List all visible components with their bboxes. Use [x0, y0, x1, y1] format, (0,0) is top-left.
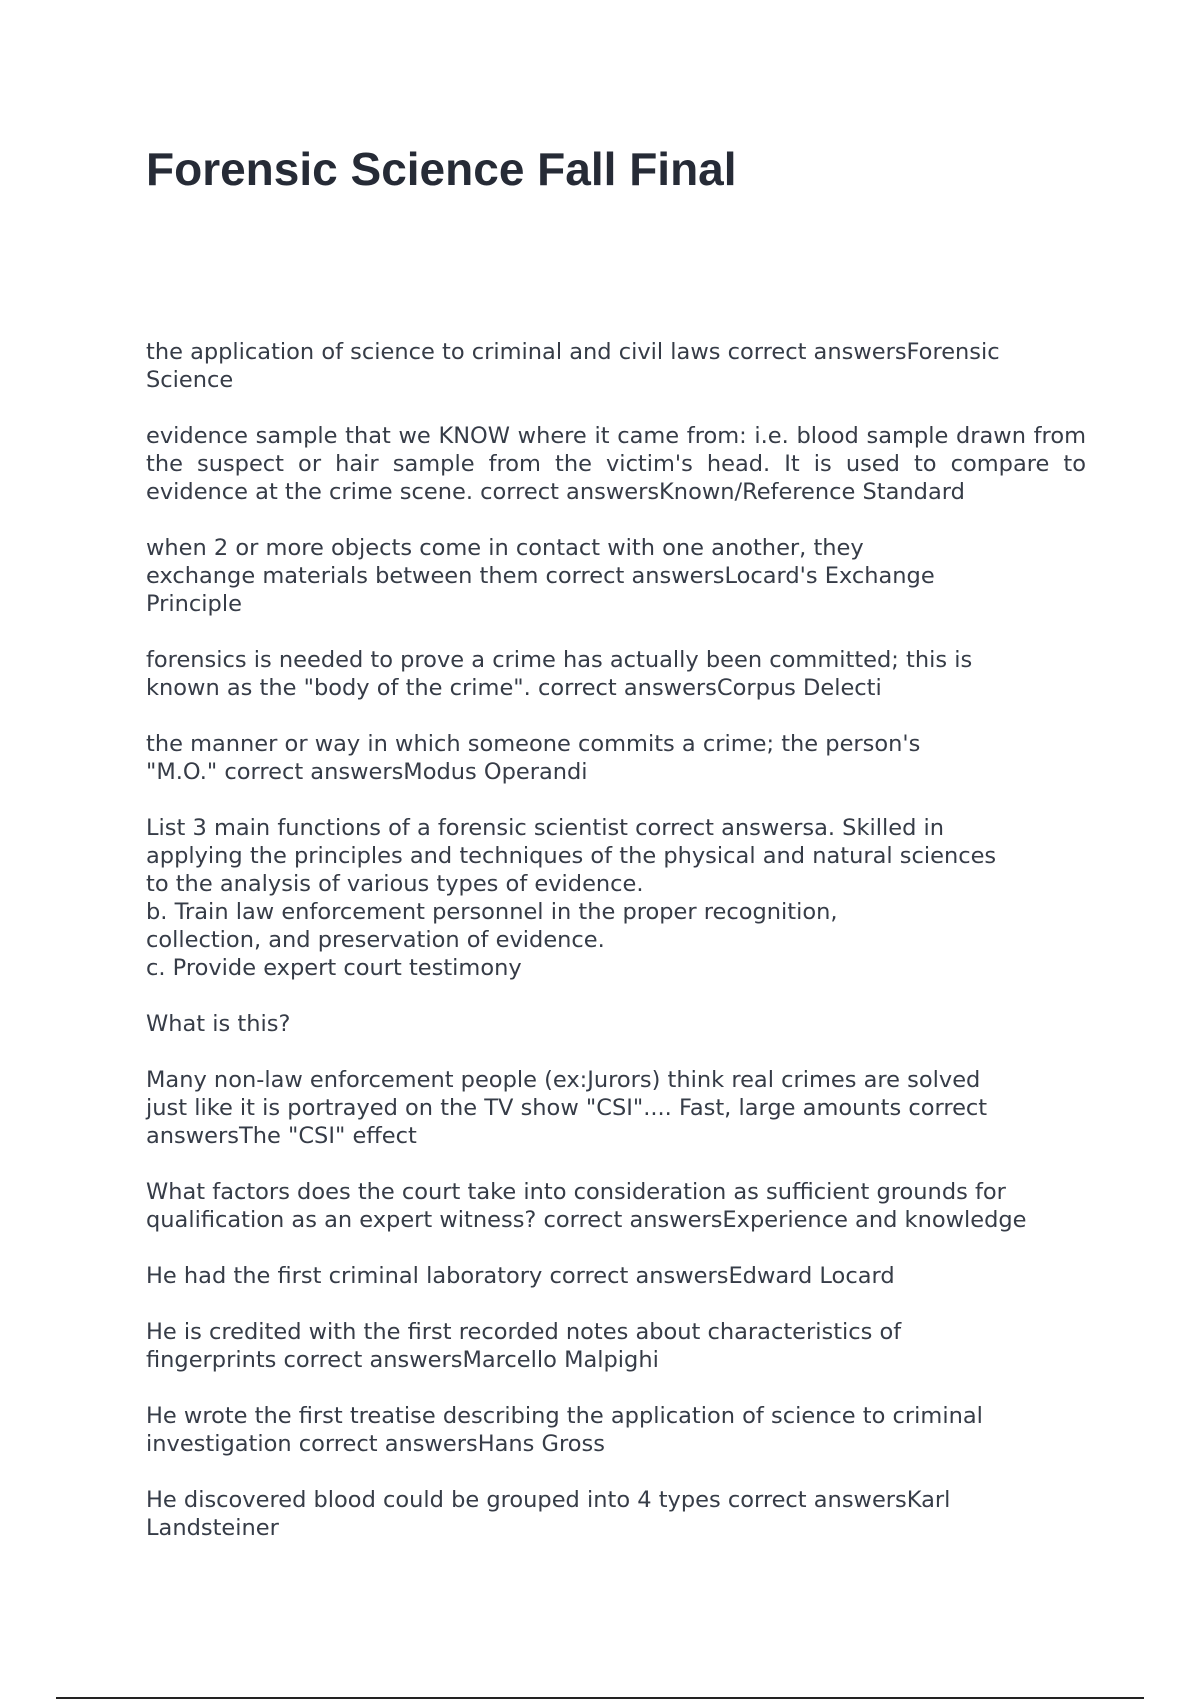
qa-item: when 2 or more objects come in contact with one another, they exchange materials between them correct answersLocard's Exchange Principle [146, 535, 935, 617]
qa-list [146, 338, 1086, 1570]
qa-item: forensics is needed to prove a crime has actually been committed; this is known as the "body of the crime". correct answersCorpus Delecti [146, 647, 973, 701]
qa-item: He is credited with the first recorded notes about characteristics of fingerprints correct answersMarcello Malpighi [146, 1319, 902, 1373]
qa-item: Many non-law enforcement people (ex:Jurors) think real crimes are solved just like it is portrayed on the TV show "CSI".... Fast, large amounts correct answersThe "CSI" effect [146, 1067, 988, 1149]
qa-item: He had the first criminal laboratory correct answersEdward Locard [146, 1263, 895, 1289]
qa-item: the manner or way in which someone commits a crime; the person's "M.O." correct answersModus Operandi [146, 731, 921, 785]
qa-item: What factors does the court take into consideration as sufficient grounds for qualification as an expert witness? correct answersExperience and knowledge [146, 1179, 1027, 1233]
qa-item: What is this? [146, 1011, 291, 1037]
qa-item: the application of science to criminal and civil laws correct answersForensic Science [146, 339, 1000, 393]
qa-item: He wrote the first treatise describing the application of science to criminal investigation correct answersHans Gross [146, 1403, 983, 1457]
qa-item: evidence sample that we KNOW where it came from: i.e. blood sample drawn from the suspect or hair sample from the victim's head. It is used to compare to evidence at the crime scene. correct answersKnown/Reference Standard [146, 423, 1086, 505]
footer-divider [56, 1697, 1144, 1699]
page-title: Forensic Science Fall Final [146, 143, 737, 195]
qa-item: List 3 main functions of a forensic scientist correct answersa. Skilled in applying the principles and techniques of the physical and natural sciences to the analysis of various types of evidence. b. Train law enforcement personnel in the proper recognition, collection, and preservation of evidence. c. Provide expert court testimony [146, 815, 997, 981]
qa-item: He discovered blood could be grouped into 4 types correct answersKarl Landsteiner [146, 1487, 951, 1541]
